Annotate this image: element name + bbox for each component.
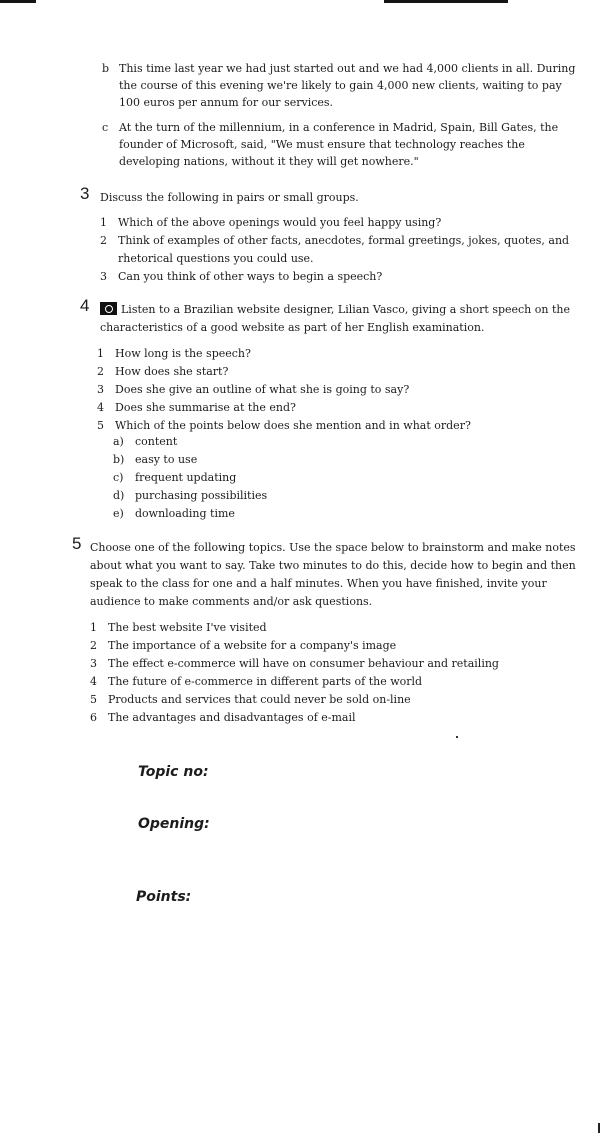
opening-c	[102, 119, 580, 170]
list-item: 3 Can you think of other ways to begin a speech?	[100, 270, 383, 283]
list-item: 1 How long is the speech?	[97, 347, 251, 360]
opening-c-letter: c	[102, 121, 109, 134]
list-item: 3 The effect e-commerce will have on consumer behaviour and retailing	[90, 657, 499, 670]
list-item: 2 How does she start?	[97, 365, 229, 378]
question-4-sublist	[113, 433, 493, 523]
sublist-item: d) purchasing possibilities	[113, 489, 268, 502]
opening-b	[102, 60, 580, 111]
question-5-instruction: Choose one of the following topics. Use the space below to brainstorm and make notes about what you want to say. Take two minutes to do this, decide how to begin and then speak to the class for one and a half minutes. When you have finished, invite your audience to make comments and/or ask questions.	[90, 541, 576, 608]
sublist-item: e) downloading time	[113, 507, 235, 520]
sublist-item: b) easy to use	[113, 453, 198, 466]
question-4-instruction	[100, 301, 588, 337]
list-item: 6 The advantages and disadvantages of e-mail	[90, 711, 356, 724]
list-item: 5 Products and services that could never be sold on-line	[90, 693, 411, 706]
opening-label: Opening:	[138, 816, 210, 832]
top-right-rule	[384, 0, 508, 3]
list-item: 5 Which of the points below does she mention and in what order?	[97, 419, 471, 432]
question-5-list	[90, 619, 570, 727]
list-item: 4 Does she summarise at the end?	[97, 401, 296, 414]
sublist-item: c) frequent updating	[113, 471, 237, 484]
list-item: 2 Think of examples of other facts, anecdotes, formal greetings, jokes, quotes, and rhetorical questions you could use.	[100, 234, 570, 265]
opening-b-text: This time last year we had just started out and we had 4,000 clients in all. During the course of this evening we're likely to gain 4,000 new clients, waiting to pay 100 euros per annum for our services.	[119, 62, 576, 109]
question-3-list	[100, 214, 576, 286]
list-item: 3 Does she give an outline of what she is going to say?	[97, 383, 410, 396]
question-4-list	[97, 345, 567, 435]
top-left-rule	[0, 0, 36, 3]
question-4-instruction-text: Listen to a Brazilian website designer, Lilian Vasco, giving a short speech on the characteristics of a good website as part of her English examination.	[100, 303, 570, 334]
page-edge-mark	[598, 1123, 600, 1133]
list-item: 4 The future of e-commerce in different parts of the world	[90, 675, 423, 688]
points-label: Points:	[136, 889, 192, 905]
opening-b-letter: b	[102, 62, 110, 75]
list-item: 1 The best website I've visited	[90, 621, 267, 634]
scan-speck	[456, 736, 458, 738]
question-5-number: 5	[72, 534, 82, 553]
topic-no-label: Topic no:	[138, 764, 209, 780]
list-item: 1 Which of the above openings would you feel happy using?	[100, 216, 442, 229]
question-4-number: 4	[80, 296, 90, 315]
list-item: 2 The importance of a website for a company's image	[90, 639, 397, 652]
question-3-instruction: Discuss the following in pairs or small groups.	[100, 191, 359, 204]
sublist-item: a) content	[113, 435, 178, 448]
question-3-number: 3	[80, 184, 90, 203]
audio-cd-icon	[100, 302, 117, 315]
opening-c-text: At the turn of the millennium, in a conference in Madrid, Spain, Bill Gates, the founder of Microsoft, said, "We must ensure that technology reaches the developing nations, without it they will get nowhere."	[119, 121, 559, 168]
